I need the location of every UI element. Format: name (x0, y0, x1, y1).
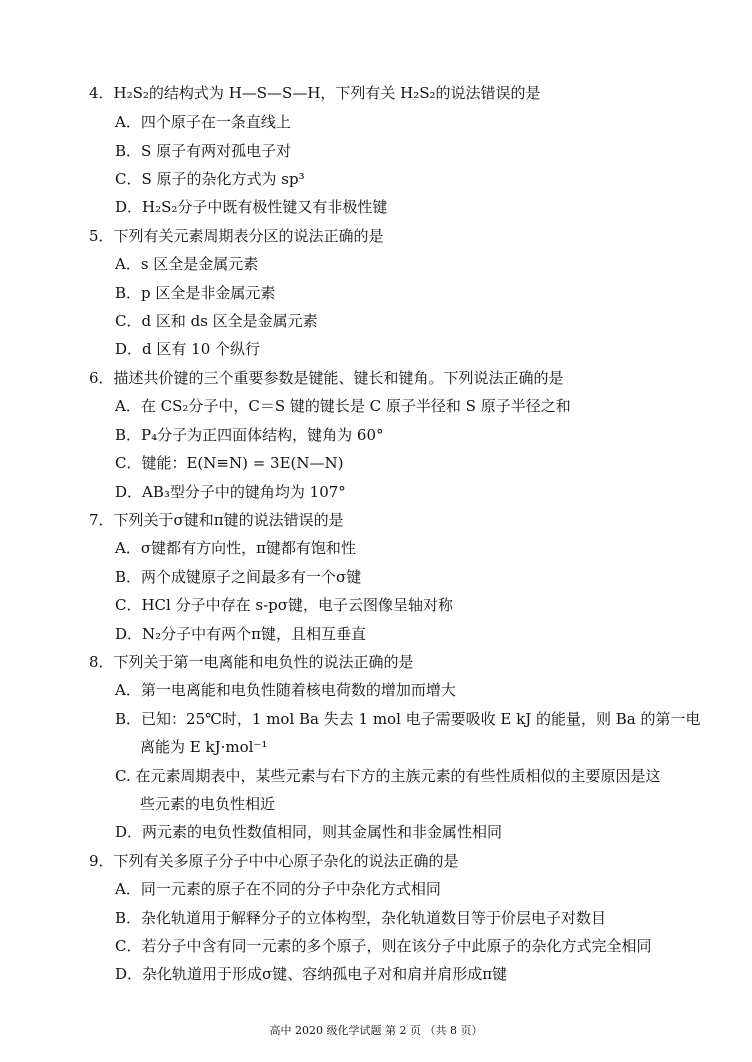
question-8-option-c: C. 在元素周期表中，某些元素与右下方的主族元素的有些性质相似的主要原因是这 (115, 767, 661, 785)
question-8-option-b-cont: 离能为 E kJ·mol⁻¹ (140, 738, 268, 756)
question-7-option-d: D．N₂分子中有两个π键，且相互垂直 (115, 625, 367, 643)
page-footer: 高中 2020 级化学试题 第 2 页 （共 8 页） (269, 1024, 483, 1037)
question-5-option-b: B．p 区全是非金属元素 (115, 284, 276, 302)
question-4-stem: 4．H₂S₂的结构式为 H—S—S—H，下列有关 H₂S₂的说法错误的是 (89, 84, 541, 102)
question-9-option-a: A．同一元素的原子在不同的分子中杂化方式相同 (115, 880, 441, 898)
question-7-option-b: B．两个成键原子之间最多有一个σ键 (115, 568, 362, 586)
question-5-stem: 5．下列有关元素周期表分区的说法正确的是 (89, 227, 384, 245)
question-8-option-d: D．两元素的电负性数值相同，则其金属性和非金属性相同 (115, 823, 503, 841)
question-6-option-c: C．键能：E(N≡N) = 3E(N—N) (115, 454, 344, 472)
question-6-option-a: A．在 CS₂分子中，C＝S 键的键长是 C 原子半径和 S 原子半径之和 (115, 397, 571, 415)
question-4-option-c: C．S 原子的杂化方式为 sp³ (115, 170, 305, 188)
question-7-option-c: C．HCl 分子中存在 s-pσ键，电子云图像呈轴对称 (115, 596, 453, 614)
question-8-option-b: B．已知：25℃时，1 mol Ba 失去 1 mol 电子需要吸收 E kJ 的能量，则 Ba 的第一电 (115, 710, 701, 728)
question-5-option-a: A．s 区全是金属元素 (115, 255, 259, 273)
question-9-option-c: C．若分子中含有同一元素的多个原子，则在该分子中此原子的杂化方式完全相同 (115, 937, 652, 955)
question-8-stem: 8．下列关于第一电离能和电负性的说法正确的是 (89, 653, 414, 671)
question-6-option-d: D．AB₃型分子中的键角均为 107° (115, 483, 346, 501)
question-5-option-d: D．d 区有 10 个纵行 (115, 340, 261, 358)
question-9-option-d: D．杂化轨道用于形成σ键、容纳孤电子对和肩并肩形成π键 (115, 965, 508, 983)
question-6-option-b: B．P₄分子为正四面体结构，键角为 60° (115, 426, 384, 444)
question-5-option-c: C．d 区和 ds 区全是金属元素 (115, 312, 318, 330)
question-7-stem: 7．下列关于σ键和π键的说法错误的是 (89, 511, 344, 529)
question-4-option-a: A．四个原子在一条直线上 (115, 113, 291, 131)
question-4-option-d: D．H₂S₂分子中既有极性键又有非极性键 (115, 198, 388, 216)
question-8-option-a: A．第一电离能和电负性随着核电荷数的增加而增大 (115, 681, 456, 699)
question-7-option-a: A．σ键都有方向性，π键都有饱和性 (115, 539, 356, 557)
question-6-stem: 6．描述共价键的三个重要参数是键能、键长和键角。下列说法正确的是 (89, 369, 564, 387)
question-9-option-b: B．杂化轨道用于解释分子的立体构型，杂化轨道数目等于价层电子对数目 (115, 909, 607, 927)
question-4-option-b: B．S 原子有两对孤电子对 (115, 142, 292, 160)
question-8-option-c-cont: 些元素的电负性相近 (140, 795, 276, 813)
question-9-stem: 9．下列有关多原子分子中中心原子杂化的说法正确的是 (89, 852, 459, 870)
